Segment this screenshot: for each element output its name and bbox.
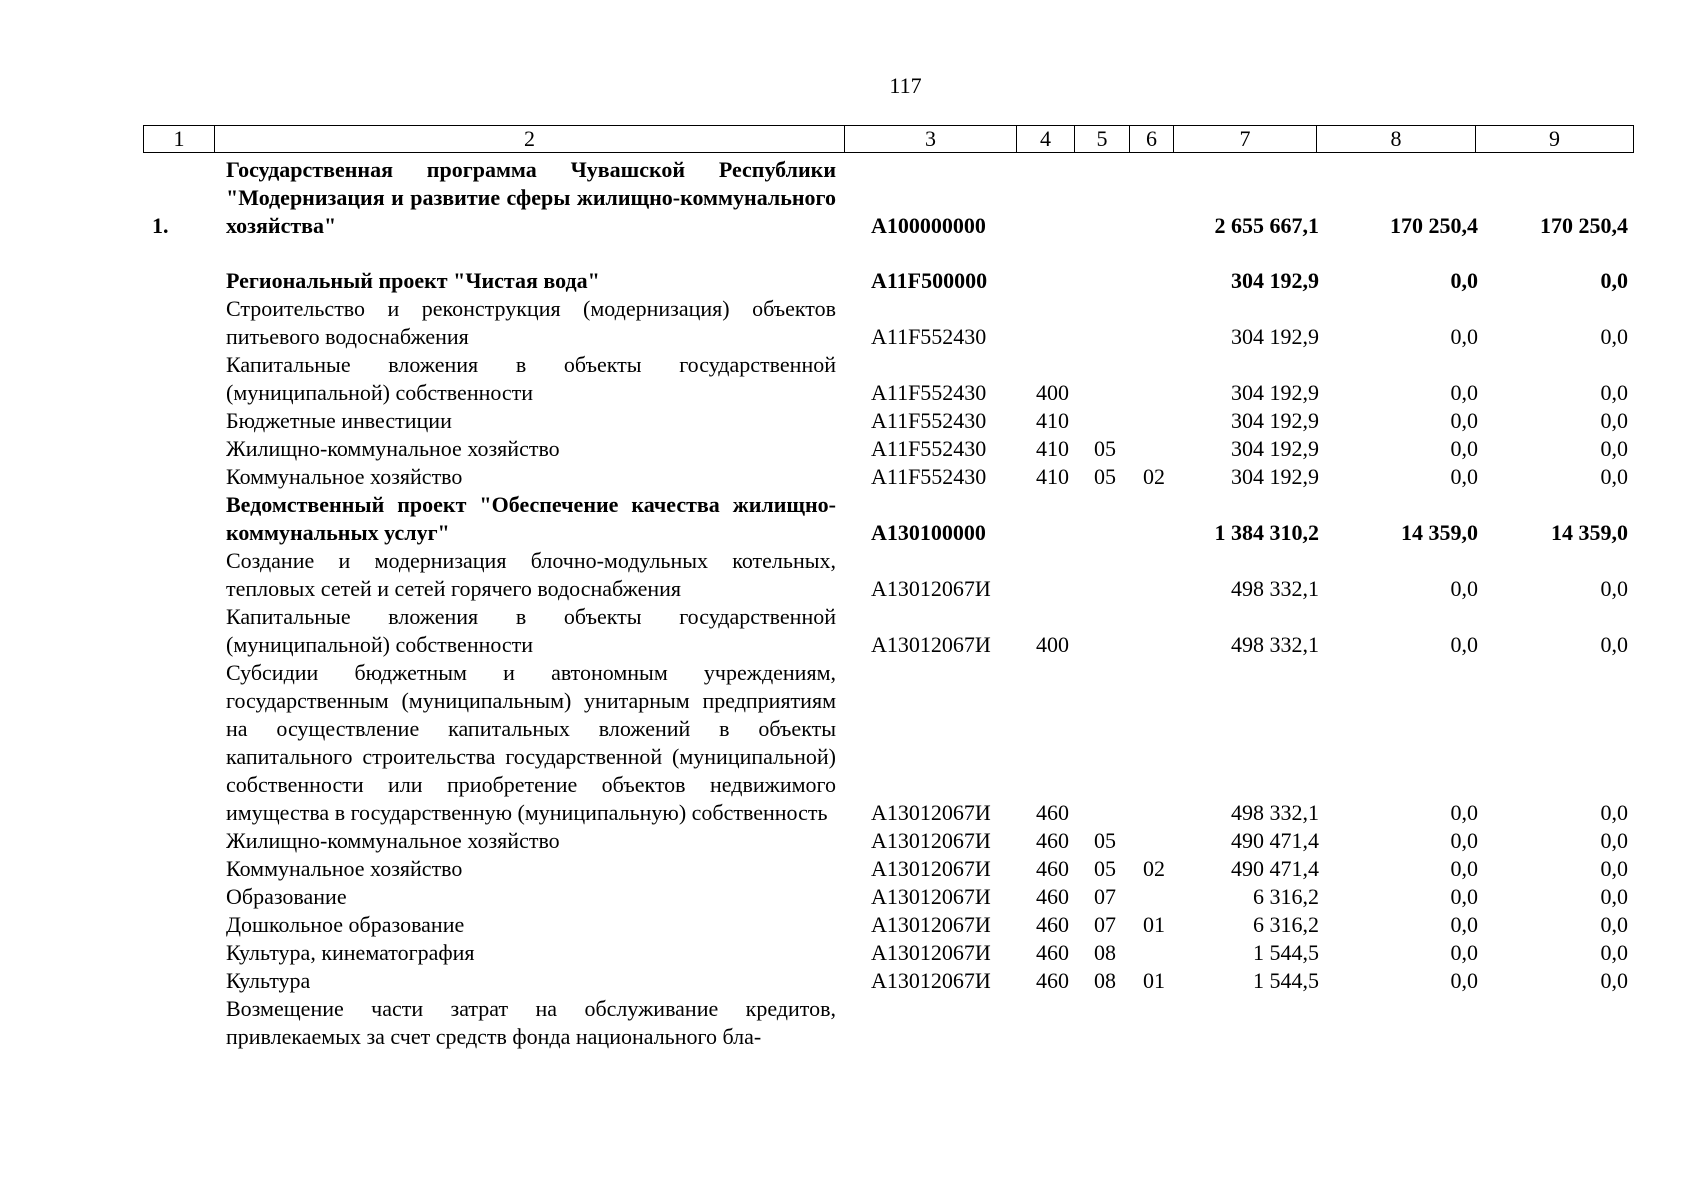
header-col-5: 5: [1075, 126, 1130, 153]
row-name: Субсидии бюджетным и автономным учреждениям, государственным (муниципальным) унитарным предприятиям на осуществление капитальных вложений в объекты капитального строительства государственной (муниципальной) собственности или приобретение объектов недвижимого имущества в государственную (муниципальную) собственность: [226, 660, 836, 825]
row-amount-col9: 0,0: [1600, 576, 1628, 601]
table-row: [0, 911, 1697, 939]
row-section: 05: [1094, 464, 1116, 489]
table-row: [0, 351, 1697, 407]
table-row: [0, 435, 1697, 463]
row-amount-col7: 1 384 310,2: [1214, 520, 1319, 545]
row-code: А130100000: [871, 520, 986, 545]
row-expense-type: 400: [1036, 380, 1069, 405]
row-name: Бюджетные инвестиции: [226, 408, 452, 433]
row-code: А100000000: [871, 213, 986, 238]
header-col-9: 9: [1476, 126, 1634, 153]
header-col-7: 7: [1174, 126, 1317, 153]
row-amount-col8: 0,0: [1450, 380, 1478, 405]
row-amount-col9: 0,0: [1600, 436, 1628, 461]
header-col-1: 1: [144, 126, 215, 153]
row-amount-col7: 1 544,5: [1253, 940, 1319, 965]
row-name: Региональный проект "Чистая вода": [226, 268, 600, 293]
table-row: [0, 156, 1697, 240]
row-name: Образование: [226, 884, 347, 909]
row-amount-col9: 0,0: [1600, 464, 1628, 489]
row-code: А11F552430: [871, 464, 987, 489]
row-amount-col8: 0,0: [1450, 940, 1478, 965]
row-code: А13012067И: [871, 800, 991, 825]
row-amount-col9: 0,0: [1600, 912, 1628, 937]
table-row: [0, 827, 1697, 855]
row-amount-col8: 0,0: [1450, 408, 1478, 433]
row-section: 08: [1094, 968, 1116, 993]
header-col-8: 8: [1317, 126, 1476, 153]
row-code: А11F500000: [871, 268, 988, 293]
table-row: [0, 267, 1697, 295]
row-expense-type: 460: [1036, 968, 1069, 993]
row-name: Коммунальное хозяйство: [226, 856, 463, 881]
table-row: [0, 603, 1697, 659]
row-amount-col7: 490 471,4: [1231, 856, 1319, 881]
row-name: Строительство и реконструкция (модернизация) объектов питьевого водоснабжения: [226, 296, 836, 349]
row-code: А11F552430: [871, 436, 987, 461]
row-name: Возмещение части затрат на обслуживание кредитов, привлекаемых за счет средств фонда национального бла-: [226, 996, 836, 1049]
row-subsection: 02: [1143, 856, 1165, 881]
row-code: А11F552430: [871, 380, 987, 405]
row-amount-col7: 304 192,9: [1231, 464, 1319, 489]
table-row: [0, 659, 1697, 827]
table-row: [0, 883, 1697, 911]
table-row: [0, 463, 1697, 491]
row-amount-col7: 304 192,9: [1231, 408, 1319, 433]
row-name: Культура, кинематография: [226, 940, 475, 965]
row-subsection: 02: [1143, 464, 1165, 489]
row-amount-col8: 0,0: [1450, 436, 1478, 461]
row-name: Государственная программа Чувашской Республики "Модернизация и развитие сферы жилищно-коммунального хозяйства": [226, 157, 836, 238]
row-section: 05: [1094, 828, 1116, 853]
row-amount-col7: 2 655 667,1: [1214, 213, 1319, 238]
row-amount-col9: 0,0: [1600, 268, 1628, 293]
row-amount-col7: 304 192,9: [1231, 380, 1319, 405]
row-section: 05: [1094, 436, 1116, 461]
table-row: [0, 939, 1697, 967]
row-amount-col9: 0,0: [1600, 632, 1628, 657]
row-amount-col9: 0,0: [1600, 968, 1628, 993]
row-code: А13012067И: [871, 940, 991, 965]
row-name: Жилищно-коммунальное хозяйство: [226, 828, 560, 853]
row-name: Создание и модернизация блочно-модульных котельных, тепловых сетей и сетей горячего водоснабжения: [226, 548, 836, 601]
header-col-3: 3: [845, 126, 1017, 153]
row-name: Жилищно-коммунальное хозяйство: [226, 436, 560, 461]
row-amount-col7: 6 316,2: [1253, 884, 1319, 909]
row-amount-col8: 0,0: [1450, 464, 1478, 489]
row-code: А13012067И: [871, 576, 991, 601]
row-name: Капитальные вложения в объекты государственной (муниципальной) собственности: [226, 352, 836, 405]
row-amount-col8: 0,0: [1450, 268, 1478, 293]
row-amount-col7: 304 192,9: [1231, 268, 1319, 293]
row-number: 1.: [152, 213, 169, 238]
row-amount-col9: 14 359,0: [1551, 520, 1628, 545]
page-number: 117: [889, 73, 922, 98]
row-amount-col7: 490 471,4: [1231, 828, 1319, 853]
row-expense-type: 410: [1036, 464, 1069, 489]
header-col-6: 6: [1130, 126, 1174, 153]
row-subsection: 01: [1143, 912, 1165, 937]
row-code: А11F552430: [871, 324, 987, 349]
row-name: Коммунальное хозяйство: [226, 464, 463, 489]
table-row: [0, 491, 1697, 547]
row-code: А13012067И: [871, 856, 991, 881]
row-amount-col8: 0,0: [1450, 576, 1478, 601]
row-name: Дошкольное образование: [226, 912, 465, 937]
row-section: 08: [1094, 940, 1116, 965]
row-code: А13012067И: [871, 632, 991, 657]
row-amount-col8: 0,0: [1450, 632, 1478, 657]
table-row: [0, 295, 1697, 351]
table-row: [0, 995, 1697, 1051]
row-amount-col9: 0,0: [1600, 940, 1628, 965]
row-expense-type: 460: [1036, 912, 1069, 937]
row-name: Капитальные вложения в объекты государственной (муниципальной) собственности: [226, 604, 836, 657]
budget-table-body: [0, 156, 1697, 1051]
row-amount-col9: 0,0: [1600, 856, 1628, 881]
header-col-4: 4: [1017, 126, 1075, 153]
row-amount-col8: 0,0: [1450, 324, 1478, 349]
row-amount-col8: 170 250,4: [1390, 213, 1478, 238]
row-code: А13012067И: [871, 968, 991, 993]
row-expense-type: 460: [1036, 856, 1069, 881]
table-row: [0, 967, 1697, 995]
table-row: [0, 407, 1697, 435]
row-amount-col7: 304 192,9: [1231, 324, 1319, 349]
column-number-header: [143, 125, 1634, 153]
row-expense-type: 460: [1036, 828, 1069, 853]
row-expense-type: 460: [1036, 800, 1069, 825]
row-code: А11F552430: [871, 408, 987, 433]
row-code: А13012067И: [871, 828, 991, 853]
row-amount-col7: 498 332,1: [1231, 800, 1319, 825]
row-amount-col7: 6 316,2: [1253, 912, 1319, 937]
row-amount-col7: 304 192,9: [1231, 436, 1319, 461]
row-amount-col7: 1 544,5: [1253, 968, 1319, 993]
row-amount-col9: 0,0: [1600, 800, 1628, 825]
row-section: 07: [1094, 912, 1116, 937]
row-amount-col8: 0,0: [1450, 884, 1478, 909]
row-expense-type: 410: [1036, 436, 1069, 461]
table-row: [0, 547, 1697, 603]
row-amount-col9: 0,0: [1600, 380, 1628, 405]
row-code: А13012067И: [871, 884, 991, 909]
row-amount-col8: 0,0: [1450, 856, 1478, 881]
table-row: [0, 855, 1697, 883]
row-name: Культура: [226, 968, 311, 993]
row-section: 05: [1094, 856, 1116, 881]
row-expense-type: 410: [1036, 408, 1069, 433]
row-amount-col9: 170 250,4: [1540, 213, 1628, 238]
row-amount-col7: 498 332,1: [1231, 632, 1319, 657]
row-section: 07: [1094, 884, 1116, 909]
row-amount-col7: 498 332,1: [1231, 576, 1319, 601]
row-amount-col9: 0,0: [1600, 828, 1628, 853]
row-amount-col8: 0,0: [1450, 968, 1478, 993]
row-amount-col8: 14 359,0: [1401, 520, 1478, 545]
row-amount-col8: 0,0: [1450, 800, 1478, 825]
row-amount-col8: 0,0: [1450, 828, 1478, 853]
row-amount-col8: 0,0: [1450, 912, 1478, 937]
row-expense-type: 400: [1036, 632, 1069, 657]
row-expense-type: 460: [1036, 940, 1069, 965]
header-col-2: 2: [215, 126, 845, 153]
row-amount-col9: 0,0: [1600, 408, 1628, 433]
row-amount-col9: 0,0: [1600, 884, 1628, 909]
row-subsection: 01: [1143, 968, 1165, 993]
row-amount-col9: 0,0: [1600, 324, 1628, 349]
row-name: Ведомственный проект "Обеспечение качества жилищно-коммунальных услуг": [226, 492, 836, 545]
row-code: А13012067И: [871, 912, 991, 937]
row-expense-type: 460: [1036, 884, 1069, 909]
